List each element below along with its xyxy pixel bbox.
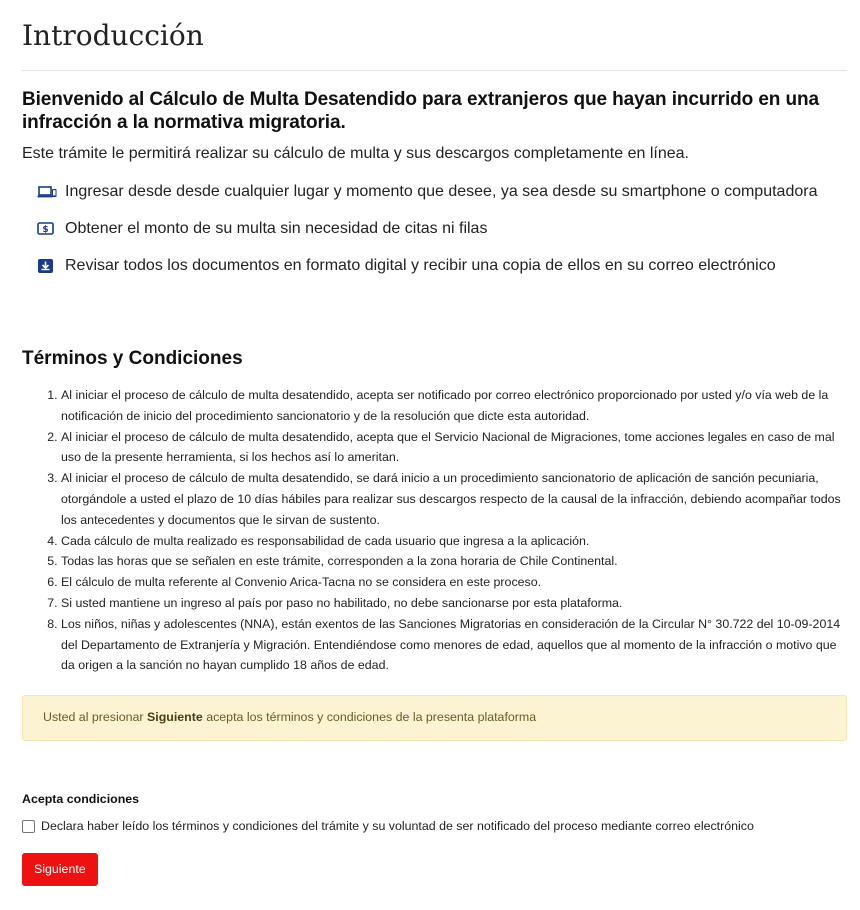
feature-item [37, 173, 847, 210]
notice-prefix: Usted al presionar [43, 710, 147, 725]
feature-list [22, 173, 847, 284]
accept-checkbox[interactable] [22, 820, 35, 833]
terms-notice [22, 695, 847, 741]
money-icon [37, 221, 59, 237]
terms-item: 4. Cada cálculo de multa realizado es responsabilidad de cada usuario que ingresa a la aplicación. [61, 531, 847, 552]
notice-suffix: acepta los términos y condiciones de la presenta plataforma [202, 710, 537, 725]
notice-bold: Siguiente [147, 710, 203, 725]
lead-text: Este trámite le permitirá realizar su cálculo de multa y sus descargos completamente en línea. [22, 145, 689, 162]
next-button[interactable]: Siguiente [22, 853, 98, 886]
welcome-heading: Bienvenido al Cálculo de Multa Desatendido para extranjeros que hayan incurrido en una infracción a la normativa migratoria. [22, 89, 819, 133]
accept-checkbox-row[interactable] [22, 819, 847, 833]
download-box-icon [37, 258, 59, 274]
terms-item: 3. Al iniciar el proceso de cálculo de multa desatendido, se dará inicio a un procedimiento sancionatorio de aplicación de sanción pecuniaria, otorgándole a usted el plazo de 10 días hábiles para realizar sus descargos respecto de la causal de la infracción, debiendo acompañar todos los antecedentes y documentos que le sirvan de sustento. [61, 468, 847, 530]
page-title: Introducción [22, 0, 847, 71]
feature-item [37, 247, 847, 284]
terms-item: 2. Al iniciar el proceso de cálculo de multa desatendido, acepta que el Servicio Nacional de Migraciones, tome acciones legales en caso de mal uso de la presente herramienta, si los hechos así lo ameritan. [61, 427, 847, 469]
accept-checkbox-label[interactable]: Declara haber leído los términos y condiciones del trámite y su voluntad de ser notificado del proceso mediante correo electrónico [41, 819, 754, 834]
feature-text: Ingresar desde desde cualquier lugar y momento que desee, ya sea desde su smartphone o computadora [65, 182, 818, 200]
terms-item: 7. Si usted mantiene un ingreso al país por paso no habilitado, no debe sancionarse por esta plataforma. [61, 593, 847, 614]
terms-item: 5. Todas las horas que se señalen en este trámite, corresponden a la zona horaria de Chile Continental. [61, 551, 847, 572]
feature-item [37, 210, 847, 247]
laptop-phone-icon [37, 184, 59, 200]
terms-item: 1. Al iniciar el proceso de cálculo de multa desatendido, acepta ser notificado por correo electrónico proporcionado por usted y/o vía web de la notificación de inicio del procedimiento sancionatorio y de la resolución que dicte esta autoridad. [61, 385, 847, 427]
terms-list [22, 385, 847, 676]
svg-text:$: $ [42, 224, 49, 235]
terms-title: Términos y Condiciones [22, 348, 243, 369]
accept-title: Acepta condiciones [22, 792, 140, 807]
feature-text: Obtener el monto de su multa sin necesidad de citas ni filas [65, 219, 488, 237]
terms-item: 6. El cálculo de multa referente al Convenio Arica-Tacna no se considera en este proceso. [61, 572, 847, 593]
terms-item: 8. Los niños, niñas y adolescentes (NNA), están exentos de las Sanciones Migratorias en consideración de la Circular N° 30.722 del 10-09-2014 del Departamento de Extranjería y Migración. Entendiéndose como menores de edad, aquellos que al momento de la infracción o motivo que da origen a la sanción no hayan cumplido 18 años de edad. [61, 614, 847, 676]
feature-text: Revisar todos los documentos en formato digital y recibir una copia de ellos en su correo electrónico [65, 256, 776, 274]
